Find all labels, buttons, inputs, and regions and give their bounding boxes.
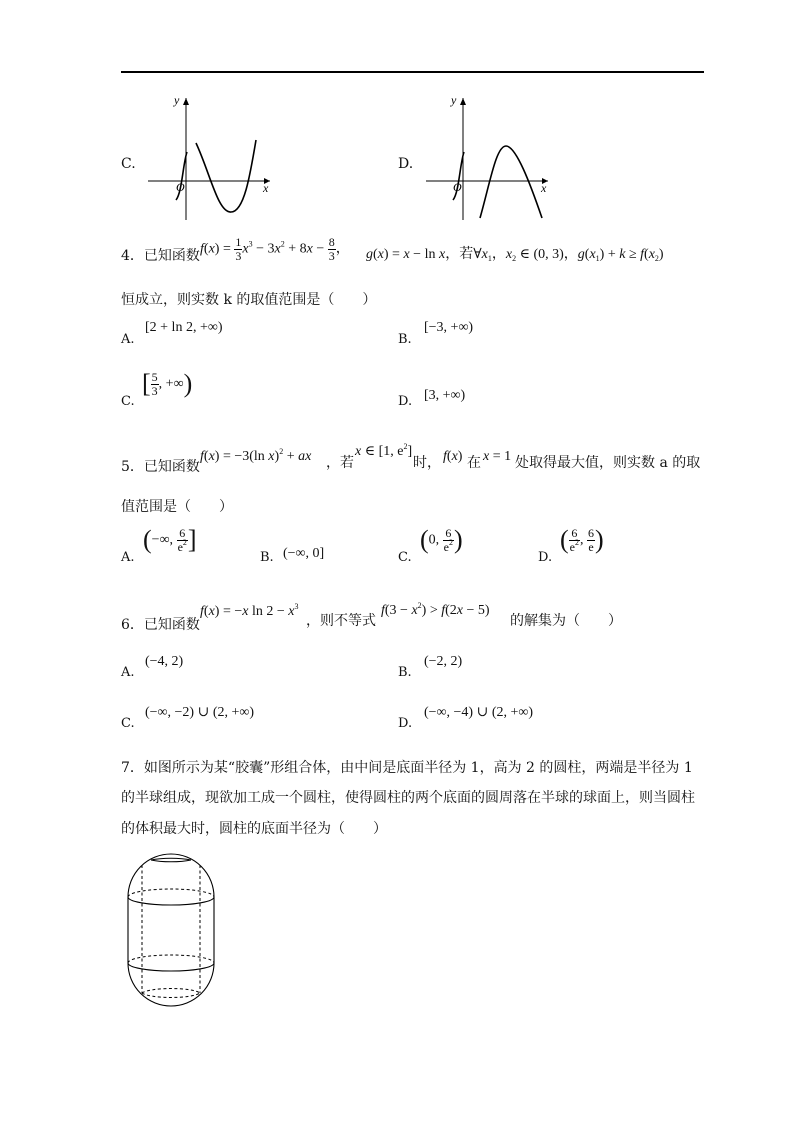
q6-mid: ，则不等式 xyxy=(306,613,376,629)
inner-top-circle-back xyxy=(151,858,191,860)
q5-option-d-label: D. xyxy=(538,550,553,565)
top-hemisphere xyxy=(128,854,214,897)
q5-condition: x ∈ [1, $e^2$] xyxy=(355,442,413,459)
q5-option-b-label: B. xyxy=(260,550,274,565)
q4-option-a-text: [2 + ln 2, +∞) xyxy=(145,320,223,335)
inner-top-circle-front xyxy=(151,860,191,862)
x-axis-label: x xyxy=(263,181,269,195)
q4-stem-prefix: 已知函数 xyxy=(143,248,200,264)
q4-option-d-label: D. xyxy=(398,394,413,409)
q5-tail: 处取得最大值，则实数 a 的取 xyxy=(515,455,701,471)
y-axis-label: y xyxy=(451,93,457,107)
origin-label: O xyxy=(176,180,185,194)
q5-option-d-text: ( $\frac{6}{e^2}$ , $\frac{6}{e}$ ) xyxy=(560,525,604,555)
q5-stem xyxy=(121,456,200,475)
q7-line2: 的半球组成，现欲加工成一个圆柱，使得圆柱的两个底面的圆周落在半球的球面上，则当圆柱 xyxy=(121,790,695,806)
q6-option-d-label: D. xyxy=(398,716,413,731)
q5-f-definition: f(x) = −3(ln x)$^2$ + ax xyxy=(200,447,312,464)
q7-line3: 的体积最大时，圆柱的底面半径为（ ） xyxy=(121,821,387,837)
q5-at: 在 xyxy=(467,455,481,471)
q4-option-b-label: B. xyxy=(398,332,412,347)
q5-fx: f(x) xyxy=(443,449,463,464)
q6-f-definition: f(x) = −x $\ln 2 - x^3$ xyxy=(200,602,299,619)
q6-option-b-text: (−2, 2) xyxy=(424,654,463,669)
q4-option-a-label: A. xyxy=(121,332,135,347)
inner-bottom-circle-front xyxy=(142,993,200,997)
y-axis-label: y xyxy=(174,93,180,107)
curve-right-branch xyxy=(480,146,542,218)
bottom-hemisphere xyxy=(128,963,214,1006)
top-circle-back xyxy=(128,889,214,897)
q5-line2: 值范围是（ ） xyxy=(121,499,233,515)
q6-stem xyxy=(121,614,200,633)
q3-graph-c xyxy=(140,88,280,223)
q4-option-d-text: [3, +∞) xyxy=(424,388,466,403)
q3-option-d-label: D. xyxy=(398,156,414,172)
q5-option-b-text: (−∞, 0] xyxy=(283,546,325,561)
q6-option-a-text: (−4, 2) xyxy=(145,654,184,669)
q6-option-c-label: C. xyxy=(121,716,135,731)
q4-f-definition: f(x) = $\frac{1}{3}$ $x^3 - 3x^2 + 8x$ − $\frac{8}{3}$ ， xyxy=(200,235,350,263)
q4-option-c-label: C. xyxy=(121,394,135,409)
q6-tail: 的解集为（ ） xyxy=(510,613,622,629)
q4-stem xyxy=(121,245,200,264)
q4-line2: 恒成立，则实数 k 的取值范围是（ ） xyxy=(121,292,377,308)
q6-number: 6． xyxy=(121,617,144,633)
q4-number: 4． xyxy=(121,248,144,264)
q7-line1: 7．如图所示为某“胶囊”形组合体，由中间是底面半径为 1，高为 2 的圆柱，两端是半径为 1 xyxy=(121,760,693,776)
top-circle-front xyxy=(128,897,214,905)
origin-label: O xyxy=(453,180,462,194)
x-axis-label: x xyxy=(541,181,547,195)
q5-time: 时， xyxy=(413,455,441,471)
q5-option-a-label: A. xyxy=(121,550,135,565)
q5-mid: ，若 xyxy=(326,455,354,471)
q6-option-b-label: B. xyxy=(398,665,412,680)
capsule-figure xyxy=(118,845,228,1015)
q5-option-c-label: C. xyxy=(398,550,412,565)
q5-stem-prefix: 已知函数 xyxy=(143,459,200,475)
q4-g-definition: g(x) = x − ln x，若$\forall x_1$，$x_2$ ∈ (0, 3)，$g(x_1) + k \ge f(x_2)$ xyxy=(366,246,664,263)
curve-right-branch xyxy=(196,140,256,212)
bottom-circle-front xyxy=(128,963,214,971)
q3-graph-d xyxy=(418,88,558,223)
inner-bottom-circle-back xyxy=(142,989,200,993)
q3-option-c-label: C. xyxy=(121,156,136,172)
q5-option-c-text: (0, $\frac{6}{e^2}$ ) xyxy=(420,525,463,555)
y-axis-arrow xyxy=(183,98,189,105)
q6-option-a-label: A. xyxy=(121,665,135,680)
q5-option-a-text: (−∞, $\frac{6}{e^2}$ ] xyxy=(143,525,197,555)
q6-inequality: $f(3 - x^2) > f(2x - 5)$ xyxy=(381,601,490,618)
q6-stem-prefix: 已知函数 xyxy=(143,617,200,633)
header-rule xyxy=(121,71,704,73)
bottom-circle-back xyxy=(128,955,214,963)
q4-option-b-text: [−3, +∞) xyxy=(424,320,474,335)
q6-option-c-text: (−∞, −2) ∪ (2, +∞) xyxy=(145,705,255,720)
q5-number: 5． xyxy=(121,459,144,475)
y-axis-arrow xyxy=(460,98,466,105)
q5-x-eq: x = 1 xyxy=(483,449,512,464)
q6-option-d-text: (−∞, −4) ∪ (2, +∞) xyxy=(424,705,534,720)
q4-option-c-text: [ $\frac{5}{3}$ , +∞) xyxy=(142,369,193,399)
